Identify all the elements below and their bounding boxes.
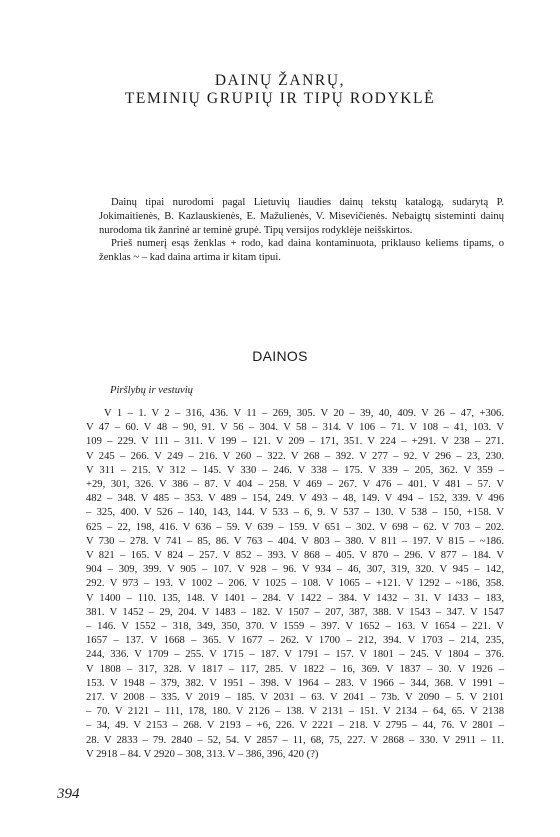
index-line: +29, 301, 326. V 386 – 87. V 404 – 258. V 469 – 267. V 476 – 401. V 481 – 57. V [86, 479, 504, 491]
index-line: 381. V 1452 – 29, 204. V 1483 – 182. V 1507 – 207, 387, 388. V 1543 – 347. V 1547 [86, 606, 504, 618]
index-line: V 1400 – 110. 135, 148. V 1401 – 284. V 1422 – 384. V 1432 – 31. V 1433 – 183, [86, 592, 504, 604]
index-line: V 1808 – 317, 328. V 1817 – 117, 285. V 1822 – 16, 369. V 1837 – 30. V 1926 – [86, 663, 504, 675]
index-line: 904 – 309, 399. V 905 – 107. V 928 – 96. V 934 – 46, 307, 319, 320. V 945 – 142, [86, 564, 504, 576]
index-line: V 2918 – 84. V 2920 – 308, 313. V – 386, 396, 420 (?) [86, 748, 319, 760]
song-type-index [86, 407, 504, 762]
index-line: V 311 – 215. V 312 – 145. V 330 – 246. V 338 – 175. V 339 – 205, 362. V 359 – [86, 464, 504, 476]
index-line: V 821 – 165. V 824 – 257. V 852 – 393. V 868 – 405. V 870 – 296. V 877 – 184. V [86, 550, 504, 562]
index-line: 292. V 973 – 193. V 1002 – 206. V 1025 – 108. V 1065 – +121. V 1292 – ~186, 358. [86, 578, 504, 590]
page-title-line-2: TEMINIŲ GRUPIŲ IR TIPŲ RODYKLĖ [124, 90, 436, 107]
index-line: 217. V 2008 – 335. V 2019 – 185. V 2031 – 63. V 2041 – 73b. V 2090 – 5. V 2101 [86, 692, 504, 704]
page-title-line-1: DAINŲ ŽANRŲ, [214, 72, 346, 89]
intro-text [99, 196, 504, 265]
index-line: 244, 336. V 1709 – 255. V 1715 – 187. V 1791 – 157. V 1801 – 245. V 1804 – 376. [86, 649, 504, 661]
page-number: 394 [57, 786, 80, 802]
index-line: 28. V 2833 – 79. 2840 – 52, 54. V 2857 – 11, 68, 75, 227. V 2868 – 330. V 2911 – 11. [86, 734, 504, 746]
index-line: 625 – 22, 198, 416. V 636 – 59. V 639 – 159. V 651 – 302. V 698 – 62. V 703 – 202. [86, 521, 504, 533]
index-line: 153. V 1948 – 379, 382. V 1951 – 398. V 1964 – 283. V 1966 – 344, 368. V 1991 – [86, 677, 504, 689]
index-line: V 47 – 60. V 48 – 90, 91. V 56 – 304. V 58 – 314. V 106 – 71. V 108 – 41, 103. V [86, 422, 504, 434]
intro-paragraph-2: Prieš numerį esąs ženklas + rodo, kad daina kontaminuota, priklauso keliems tipams, o ženklas ~ – kad daina artima ir kitam tipui. [99, 238, 504, 264]
subsection-heading: Piršlybų ir vestuvių [110, 385, 193, 396]
section-heading: DAINOS [252, 348, 308, 364]
index-line: 482 – 348. V 485 – 353. V 489 – 154, 249. V 493 – 48, 149. V 494 – 152, 339. V 496 [86, 493, 504, 505]
index-line: 109 – 229. V 111 – 311. V 199 – 121. V 209 – 171, 351. V 224 – +291. V 238 – 271. [86, 436, 504, 448]
index-line: V 1 – 1. V 2 – 316, 436. V 11 – 269, 305. V 20 – 39, 40, 409. V 26 – 47, +306. [104, 408, 504, 419]
index-line: V 245 – 266. V 249 – 216. V 260 – 322. V 268 – 392. V 277 – 92. V 296 – 23, 230. [86, 450, 504, 462]
index-line: – 146. V 1552 – 318, 349, 350, 370. V 1559 – 397. V 1652 – 163. V 1654 – 221. V [86, 621, 504, 633]
index-line: V 730 – 278. V 741 – 85, 86. V 763 – 404. V 803 – 380. V 811 – 197. V 815 – ~186. [86, 535, 504, 547]
intro-paragraph-1: Dainų tipai nurodomi pagal Lietuvių liaudies dainų tekstų katalogą, sudarytą P. Jokimaitienės, B. Kazlauskienės, E. Mažulienės, V. Misevičienės. Nebaigtų sisteminti dainų nurodoma tik žanrinė ar teminė grupė. Tipų versijos rodyklėje neišskirtos. [99, 197, 504, 236]
index-line: – 70. V 2121 – 111, 178, 180. V 2126 – 138. V 2131 – 151. V 2134 – 64, 65. V 2138 [86, 706, 504, 718]
index-line: 1657 – 137. V 1668 – 365. V 1677 – 262. V 1700 – 212, 394. V 1703 – 214, 235, [86, 635, 504, 647]
index-line: – 34, 49. V 2153 – 268. V 2193 – +6, 226. V 2221 – 218. V 2795 – 44, 76. V 2801 – [86, 720, 504, 732]
index-line: – 325, 400. V 526 – 140, 143, 144. V 533 – 6, 9. V 537 – 130. V 538 – 150, +158. V [86, 507, 504, 519]
